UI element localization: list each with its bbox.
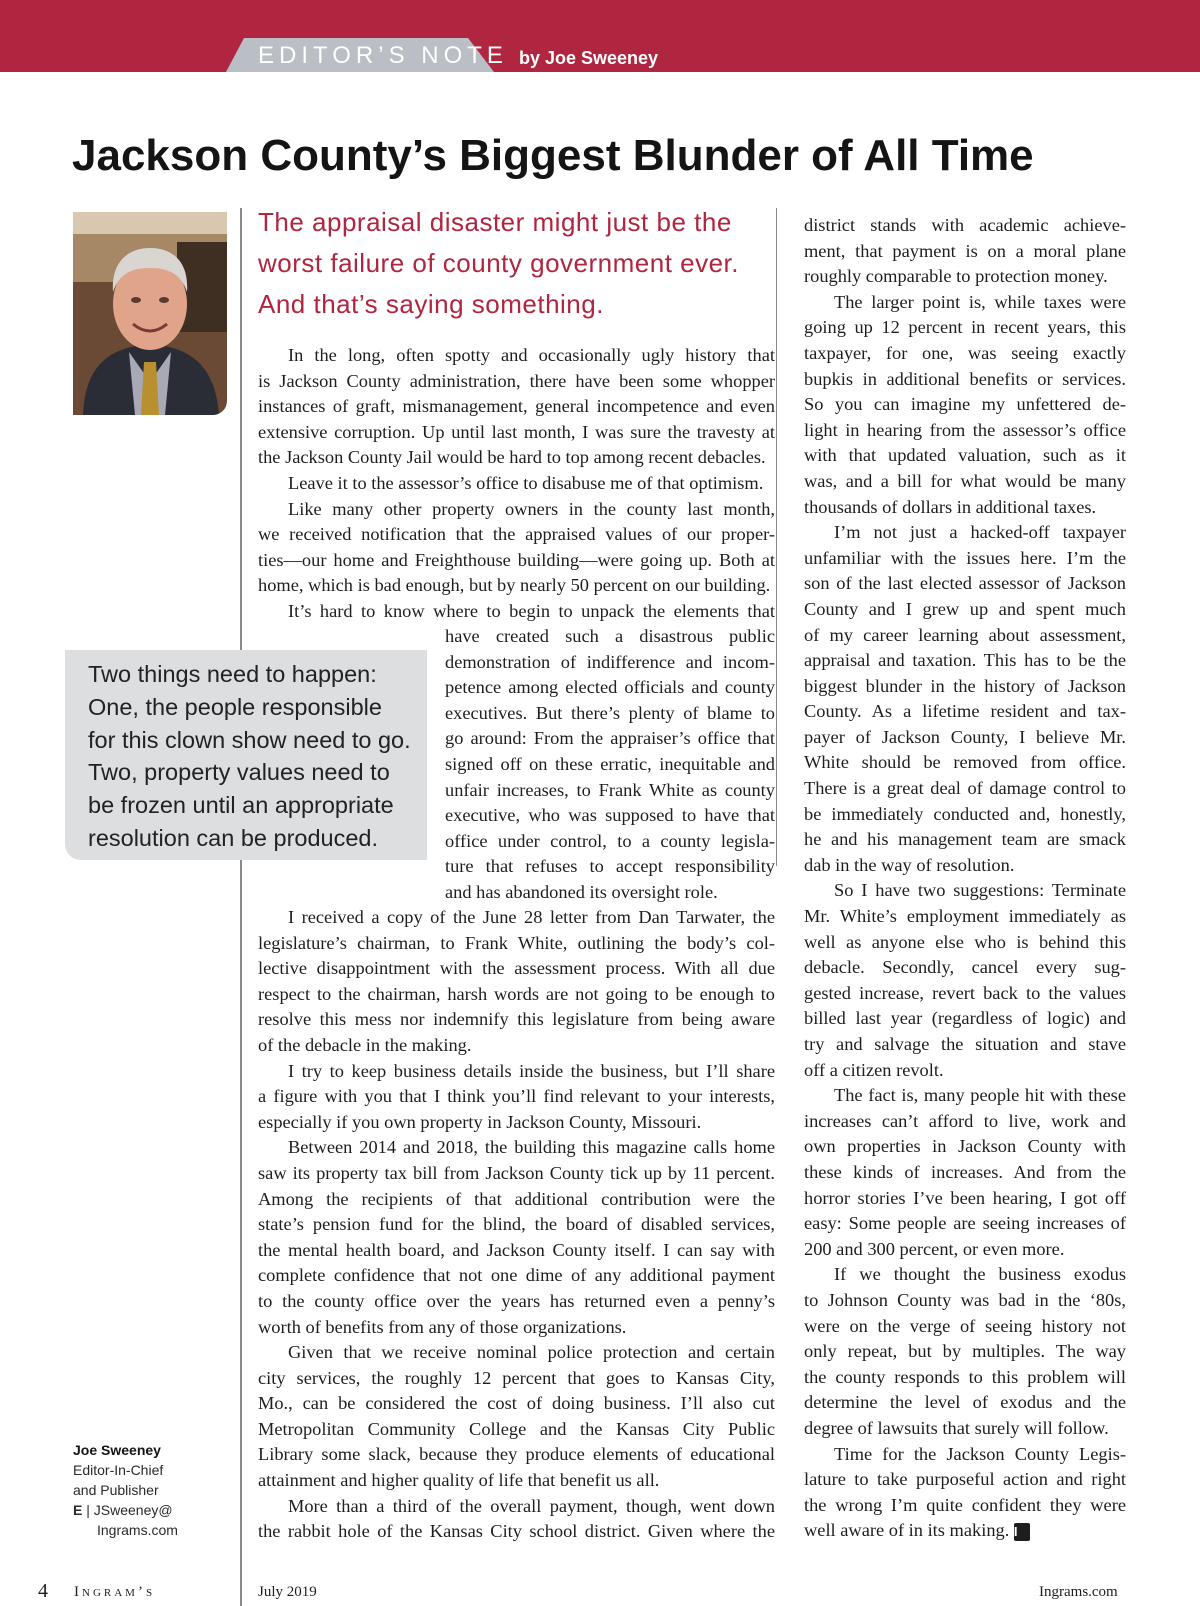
text-line: gested increase, revert back to the values xyxy=(804,982,1126,1003)
paragraph xyxy=(804,1083,1126,1262)
paragraph xyxy=(804,1262,1126,1441)
text-line: Metropolitan Community College and the Kansas City Public xyxy=(258,1418,775,1439)
magazine-name: Ingram’s xyxy=(74,1584,156,1600)
text-line: More than a third of the overall payment, though, went down xyxy=(288,1495,775,1516)
text-line: was, and a bill for what would be many xyxy=(804,470,1126,491)
text-line: worth of benefits from any of those organizations. xyxy=(258,1316,627,1337)
text-line: executive, who was supposed to have that xyxy=(445,805,775,826)
pullquote-line: One, the people responsible xyxy=(88,693,382,720)
text-line: with that updated valuation, such as it xyxy=(804,445,1126,466)
text-line: biggest blunder in the history of Jackson xyxy=(804,675,1126,696)
text-line: demonstration of indifference and incom- xyxy=(445,651,775,672)
paragraph xyxy=(258,905,775,1059)
text-line: Mr. White’s employment immediately as xyxy=(804,906,1126,927)
text-line: increases can’t afford to live, work and xyxy=(804,1110,1126,1131)
text-line: executives. But there’s plenty of blame to xyxy=(445,702,775,723)
text-line: attainment and higher quality of life that benefit us all. xyxy=(258,1470,660,1491)
text-line: light in hearing from the assessor’s office xyxy=(804,419,1126,440)
text-line: Mo., can be considered the cost of doing business. I’ll also cut xyxy=(258,1393,775,1414)
text-line: Like many other property owners in the county last month, xyxy=(288,498,775,519)
end-mark-icon: I xyxy=(1014,1523,1030,1541)
text-line: city services, the roughly 12 percent that goes to Kansas City, xyxy=(258,1367,775,1388)
text-line: is Jackson County administration, there have been some whopper xyxy=(258,370,775,391)
paragraph xyxy=(804,213,1126,290)
paragraph xyxy=(804,520,1126,878)
text-line: extensive corruption. Up until last month, I was sure the travesty at xyxy=(258,421,775,442)
deck-line: worst failure of county government ever. xyxy=(258,248,740,278)
text-line: There is a great deal of damage control to xyxy=(804,778,1126,799)
section-label: EDITOR’S NOTE xyxy=(258,42,508,69)
text-line: degree of lawsuits that surely will follow. xyxy=(804,1417,1109,1438)
pullquote-text xyxy=(88,658,428,855)
pullquote-line: Two things need to happen: xyxy=(88,661,377,687)
text-line: It’s hard to know where to begin to unpack the elements that xyxy=(288,600,775,621)
pullquote-line: Two, property values need to xyxy=(88,759,390,786)
paragraph xyxy=(258,471,775,497)
deck-line: And that’s saying something. xyxy=(258,289,604,319)
text-line: debacle. Secondly, cancel every sug- xyxy=(804,957,1126,978)
text-line: office under control, to a county legisla- xyxy=(445,830,775,851)
author-title: and Publisher xyxy=(73,1482,159,1498)
text-line: appraisal and taxation. This has to be the xyxy=(804,650,1126,671)
text-line: lective disappointment with the assessment process. With all due xyxy=(258,958,775,979)
text-line: Time for the Jackson County Legis- xyxy=(834,1443,1126,1464)
text-line: the county responds to this problem will xyxy=(804,1366,1126,1387)
text-line: try and salvage the situation and stave xyxy=(804,1034,1126,1054)
text-line: signed off on these erratic, inequitable and xyxy=(445,753,775,774)
text-line: unfamiliar with the issues here. I’m the xyxy=(804,547,1126,568)
text-line: In the long, often spotty and occasionally ugly history that xyxy=(288,345,775,365)
text-line: only repeat, but by multiples. The way xyxy=(804,1341,1126,1362)
text-line: especially if you own property in Jackson County, Missouri. xyxy=(258,1111,702,1132)
author-name: Joe Sweeney xyxy=(73,1442,161,1458)
text-line: of my career learning about assessment, xyxy=(804,624,1126,645)
text-line: to the county office over the years has returned even a penny’s xyxy=(258,1290,775,1311)
text-line: bupkis in additional benefits or services. xyxy=(804,368,1126,389)
paragraph xyxy=(804,290,1126,520)
text-line: Among the recipients of that additional contribution were the xyxy=(258,1188,775,1209)
paragraph xyxy=(258,1059,775,1136)
author-email[interactable]: E | JSweeney@ xyxy=(73,1502,173,1518)
pullquote-line: resolution can be produced. xyxy=(88,824,379,851)
text-line: legislature’s chairman, to Frank White, outlining the body’s col- xyxy=(258,932,775,953)
text-line: Between 2014 and 2018, the building this magazine calls home xyxy=(288,1137,775,1158)
pullquote-line: for this clown show need to go. xyxy=(88,726,411,753)
text-line: the Jackson County Jail would be hard to top among recent debacles. xyxy=(258,447,766,468)
text-line: billed last year (regardless of logic) and xyxy=(804,1008,1126,1029)
text-line: to Johnson County was bad in the ‘80s, xyxy=(804,1289,1126,1310)
paragraph xyxy=(258,1340,775,1494)
text-line: Given that we receive nominal police protection and certain xyxy=(288,1342,775,1363)
text-line: ment, that payment is on a moral plane xyxy=(804,240,1126,261)
body-column-middle-top xyxy=(258,343,775,625)
text-line: saw its property tax bill from Jackson County tick up by 11 percent. xyxy=(258,1162,775,1183)
author-contact xyxy=(73,1440,233,1540)
text-line: home, which is bad enough, but by nearly 50 percent on our building. xyxy=(258,575,771,596)
issue-date: July 2019 xyxy=(258,1584,317,1600)
text-line: The fact is, many people hit with these xyxy=(834,1085,1126,1106)
email-label: E xyxy=(73,1502,83,1518)
text-line: these kinds of increases. And from the xyxy=(804,1161,1126,1182)
text-line: complete confidence that not one dime of any additional payment xyxy=(258,1265,775,1286)
text-line: If we thought the business exodus xyxy=(834,1264,1126,1285)
text-line: So I have two suggestions: Terminate xyxy=(834,880,1126,901)
text-line: I try to keep business details inside the business, but I’ll share xyxy=(288,1060,775,1081)
text-line: own properties in Jackson County with xyxy=(804,1136,1126,1157)
text-line: payer of Jackson County, I believe Mr. xyxy=(804,726,1126,747)
text-line: a figure with you that I think you’ll find relevant to your interests, xyxy=(258,1086,775,1107)
text-line: we received notification that the appraised values of our proper- xyxy=(258,524,775,545)
text-line: dab in the way of resolution. xyxy=(804,854,1015,875)
paragraph xyxy=(258,497,775,599)
byline: by Joe Sweeney xyxy=(519,48,659,68)
text-line: be immediately conducted and, honestly, xyxy=(804,803,1126,824)
body-column-middle-bottom xyxy=(258,905,775,1545)
text-line: horror stories I’ve been hearing, I got off xyxy=(804,1187,1126,1208)
paragraph xyxy=(804,878,1126,1083)
text-line: the wrong I’m quite confident they were xyxy=(804,1494,1126,1515)
text-line: son of the last elected assessor of Jackson xyxy=(804,573,1126,594)
text-line: going up 12 percent in recent years, this xyxy=(804,317,1126,338)
text-line: unfair increases, to Frank White as county xyxy=(445,779,775,800)
text-line: ties—our home and Freighthouse building—were going up. Both at xyxy=(258,549,775,570)
text-line: The larger point is, while taxes were xyxy=(834,291,1126,312)
text-line: state’s pension fund for the blind, the board of disabled services, xyxy=(258,1214,775,1235)
paragraph xyxy=(804,1442,1126,1544)
text-line: Library some slack, because they produce elements of educational xyxy=(258,1444,775,1465)
text-line: go around: From the appraiser’s office that xyxy=(445,728,775,749)
text-line: well as anyone else who is behind this xyxy=(804,931,1126,952)
author-email-domain[interactable]: Ingrams.com xyxy=(97,1522,178,1538)
text-line: district stands with academic achieve- xyxy=(804,215,1126,235)
body-column-middle-wrap xyxy=(445,624,775,906)
headline: Jackson County’s Biggest Blunder of All Time xyxy=(72,131,1034,180)
text-line: County and I grew up and spent much xyxy=(804,598,1126,619)
text-line: he and his management team are smack xyxy=(804,829,1126,850)
column-rule-left xyxy=(240,208,242,1606)
paragraph xyxy=(258,1135,775,1340)
page-number: 4 xyxy=(38,1580,48,1602)
text-line: 200 and 300 percent, or even more. xyxy=(804,1238,1065,1259)
text-line: So you can imagine my unfettered de- xyxy=(804,394,1126,415)
text-line: easy: Some people are seeing increases of xyxy=(804,1213,1126,1234)
text-line: determine the level of exodus and the xyxy=(804,1392,1126,1413)
email-text: JSweeney@ xyxy=(93,1502,173,1518)
text-line: lature to take purposeful action and right xyxy=(804,1469,1126,1490)
text-line: were on the verge of seeing history not xyxy=(804,1315,1126,1336)
deck-line: The appraisal disaster might just be the xyxy=(258,207,732,237)
text-line: have created such a disastrous public xyxy=(445,626,775,646)
text-line: instances of graft, mismanagement, general incompetence and even xyxy=(258,396,775,417)
text-line: White should be removed from office. xyxy=(804,752,1126,773)
text-line: I’m not just a hacked-off taxpayer xyxy=(834,522,1126,543)
author-photo xyxy=(73,212,227,415)
body-column-right xyxy=(804,213,1126,1544)
text-line-content: well aware of in its making. xyxy=(804,1520,1010,1541)
text-line: of the debacle in the making. xyxy=(258,1034,472,1055)
paragraph xyxy=(258,1494,775,1545)
paragraph xyxy=(258,599,775,625)
text-line: petence among elected officials and county xyxy=(445,677,775,698)
paragraph xyxy=(258,343,775,471)
text-line: respect to the chairman, harsh words are not going to be enough to xyxy=(258,983,775,1004)
text-line: taxpayer, for one, was seeing exactly xyxy=(804,342,1126,363)
text-line xyxy=(804,1518,1126,1544)
author-title: Editor-In-Chief xyxy=(73,1462,164,1478)
text-line: thousands of dollars in additional taxes. xyxy=(804,496,1097,517)
text-line: Leave it to the assessor’s office to disabuse me of that optimism. xyxy=(288,472,764,493)
text-line: County. As a lifetime resident and tax- xyxy=(804,701,1126,722)
text-line: I received a copy of the June 28 letter from Dan Tarwater, the xyxy=(288,907,775,927)
pullquote-line: be frozen until an appropriate xyxy=(88,792,394,819)
text-line: off a citizen revolt. xyxy=(804,1059,944,1080)
text-line: the rabbit hole of the Kansas City school district. Given where the xyxy=(258,1521,775,1542)
text-line: and has abandoned its oversight role. xyxy=(445,881,718,902)
text-line: ture that refuses to accept responsibility xyxy=(445,856,775,877)
website-link[interactable]: Ingrams.com xyxy=(1039,1584,1118,1600)
text-line: roughly comparable to protection money. xyxy=(804,266,1108,287)
text-line: resolve this mess nor indemnify this legislature from being aware xyxy=(258,1009,775,1030)
text-line: the mental health board, and Jackson County itself. I can say with xyxy=(258,1239,775,1260)
article-deck xyxy=(258,202,778,325)
